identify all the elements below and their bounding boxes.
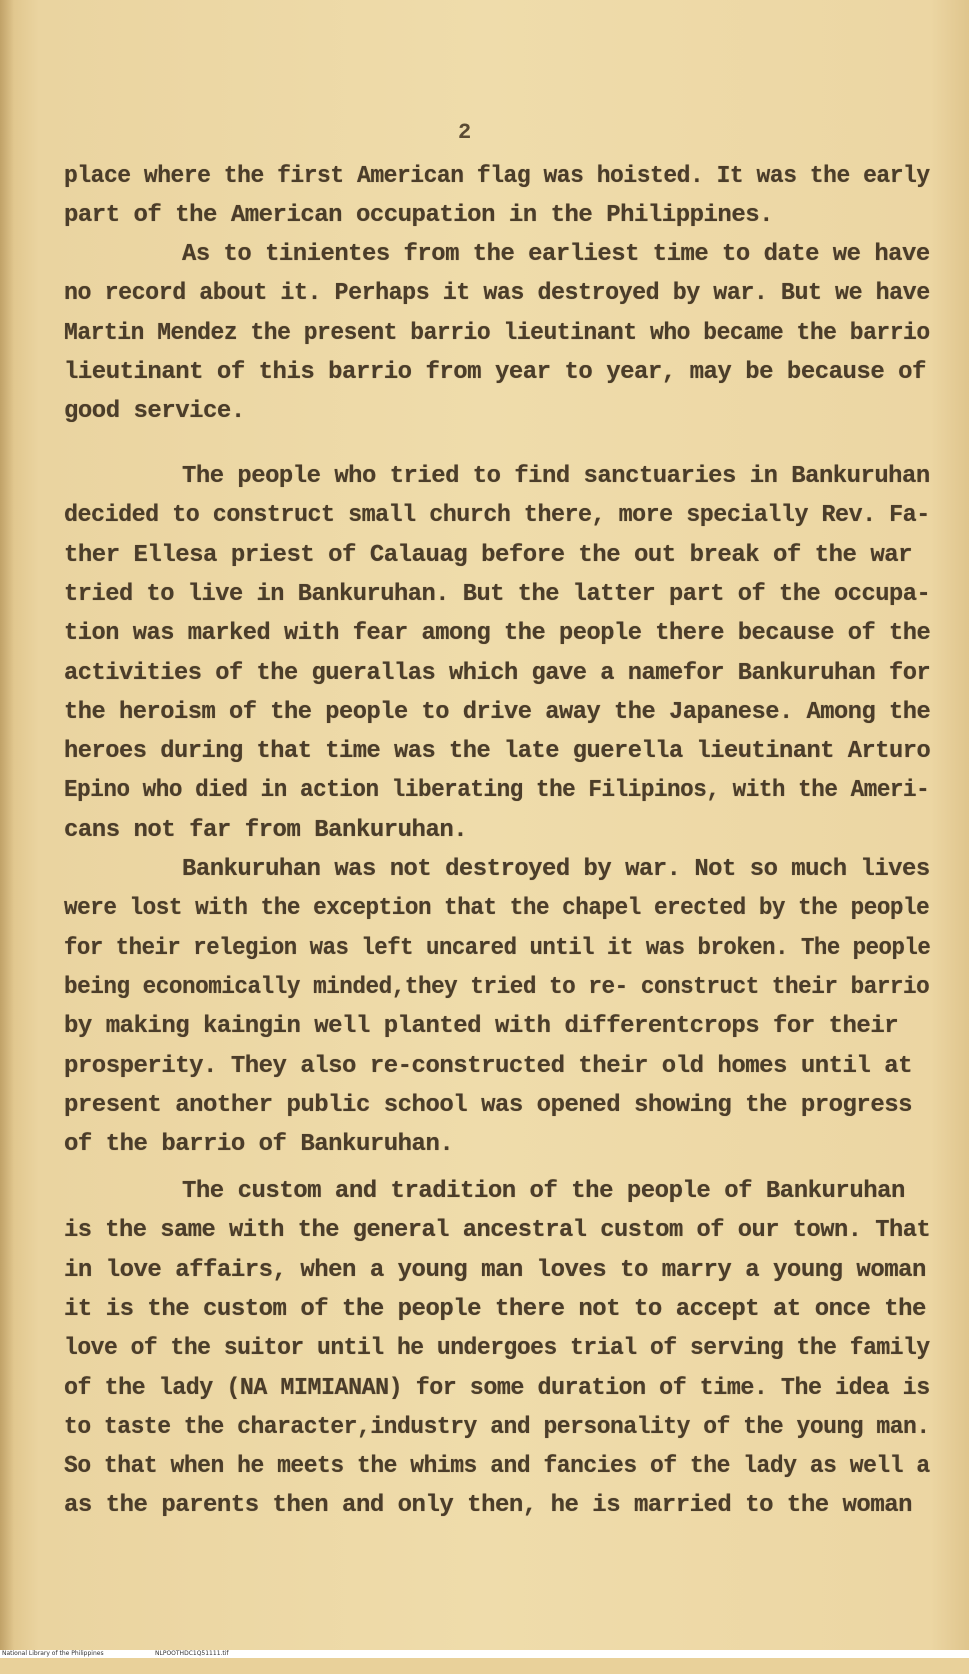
- text-line: As to tinientes from the earliest time to date we have: [182, 241, 930, 268]
- text-line: heroes during that time was the late guerella lieutinant Arturo: [64, 738, 931, 765]
- text-line: activities of the guerallas which gave a namefor Bankuruhan for: [64, 660, 931, 687]
- footer-filename: NLPOOTHDC1Q51111.tif: [155, 1650, 229, 1657]
- text-line: Martin Mendez the present barrio lieutinant who became the barrio: [64, 320, 930, 347]
- text-line: being economically minded,they tried to re- construct their barrio: [64, 974, 930, 1001]
- text-line: to taste the character,industry and personality of the young man.: [64, 1414, 930, 1441]
- text-line: So that when he meets the whims and fancies of the lady as well a: [64, 1453, 930, 1480]
- text-line: place where the first American flag was hoisted. It was the early: [64, 163, 930, 190]
- text-line: as the parents then and only then, he is married to the woman: [64, 1492, 913, 1519]
- text-line: Epino who died in action liberating the Filipinos, with the Ameri-: [64, 777, 930, 804]
- page-number: 2: [458, 120, 472, 145]
- text-line: the heroism of the people to drive away the Japanese. Among the: [64, 699, 931, 726]
- text-line: prosperity. They also re-constructed their old homes until at: [64, 1053, 913, 1080]
- text-line: of the lady (NA MIMIANAN) for some duration of time. The idea is: [64, 1375, 930, 1402]
- text-line: present another public school was opened showing the progress: [64, 1092, 913, 1119]
- text-line: in love affairs, when a young man loves to marry a young woman: [64, 1257, 926, 1284]
- text-line: love of the suitor until he undergoes trial of serving the family: [64, 1335, 930, 1362]
- text-line: tried to live in Bankuruhan. But the latter part of the occupa-: [64, 581, 931, 608]
- scan-footer: [0, 1650, 969, 1658]
- footer-source: National Library of the Philippines: [2, 1650, 104, 1657]
- text-line: decided to construct small church there, more specially Rev. Fa-: [64, 502, 930, 529]
- text-line: The people who tried to find sanctuaries in Bankuruhan: [182, 463, 930, 490]
- text-line: ther Ellesa priest of Calauag before the out break of the war: [64, 542, 913, 569]
- text-line: by making kaingin well planted with differentcrops for their: [64, 1013, 899, 1040]
- text-line: part of the American occupation in the Philippines.: [64, 202, 774, 229]
- text-line: for their relegion was left uncared until it was broken. The people: [64, 935, 931, 962]
- text-line: no record about it. Perhaps it was destroyed by war. But we have: [64, 280, 930, 307]
- text-line: The custom and tradition of the people of Bankuruhan: [182, 1178, 905, 1205]
- text-line: tion was marked with fear among the people there because of the: [64, 620, 931, 647]
- text-line: lieutinant of this barrio from year to year, may be because of: [64, 359, 926, 386]
- paper-edge-shadow: [0, 0, 14, 1650]
- text-line: of the barrio of Bankuruhan.: [64, 1131, 454, 1158]
- text-line: is the same with the general ancestral custom of our town. That: [64, 1217, 931, 1244]
- text-line: it is the custom of the people there not to accept at once the: [64, 1296, 926, 1323]
- text-line: were lost with the exception that the chapel erected by the people: [64, 895, 930, 922]
- text-line: good service.: [64, 398, 245, 425]
- text-line: cans not far from Bankuruhan.: [64, 817, 468, 844]
- text-line: Bankuruhan was not destroyed by war. Not so much lives: [182, 856, 930, 883]
